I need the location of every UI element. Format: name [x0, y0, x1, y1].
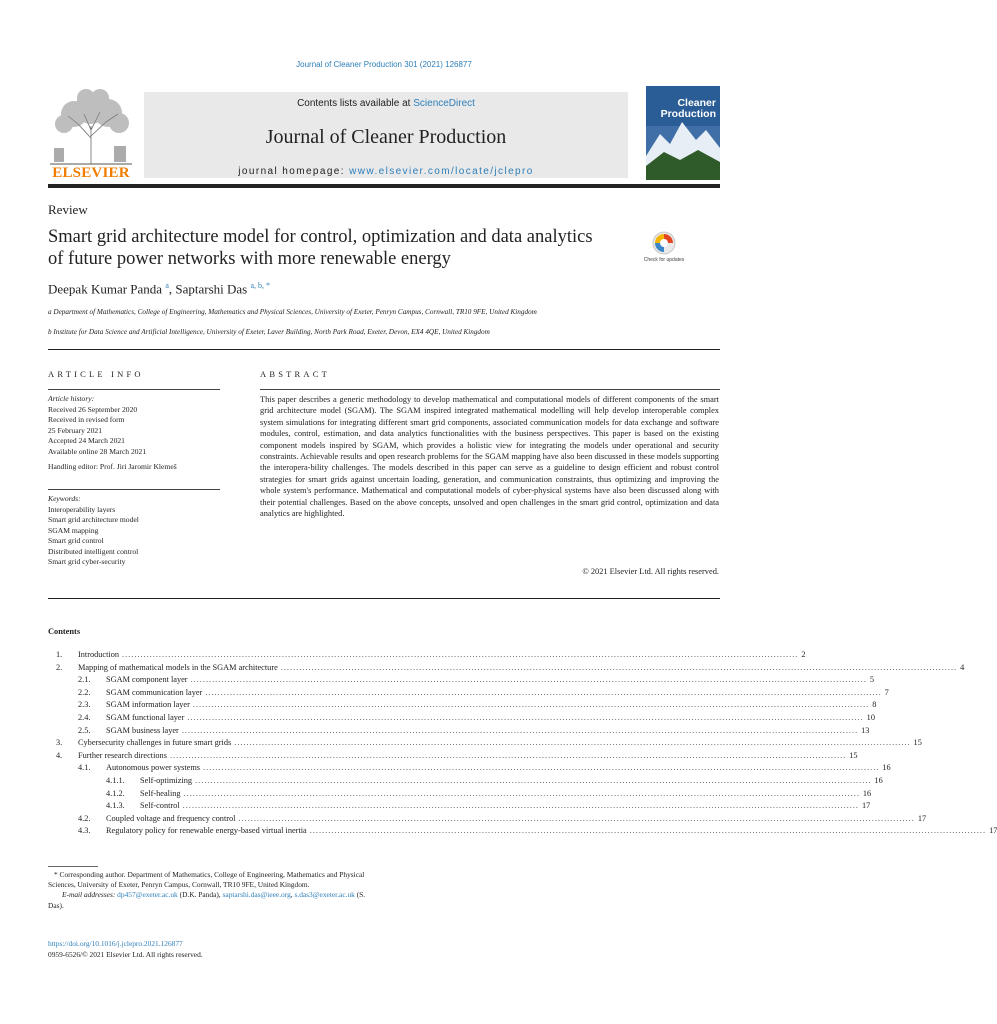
toc-entry-number: 1.	[56, 650, 63, 659]
toc-entry-title[interactable]: Autonomous power systems	[106, 763, 201, 773]
journal-homepage-line	[144, 166, 628, 177]
toc-entry-page[interactable]: 13	[861, 725, 870, 735]
toc-entry-title[interactable]: Further research directions	[78, 750, 167, 760]
contents-heading: Contents	[48, 627, 81, 636]
toc-entry-number: 4.2.	[78, 813, 91, 823]
author-list: Deepak Kumar Panda $^a$, Saptarshi Das $^{a, b, *}$	[48, 281, 271, 297]
doi-link[interactable]: https://doi.org/10.1016/j.jclepro.2021.126877	[48, 939, 183, 948]
toc-leader-dots: ............................................................................................................................................................................................................................	[169, 750, 847, 760]
cover-image	[646, 86, 720, 180]
toc-entry-title[interactable]: Self-control	[140, 801, 180, 811]
toc-leader-dots: ............................................................................................................................................................................................................................	[122, 650, 799, 659]
cover-title-line2: Production	[660, 108, 716, 120]
sciencedirect-link[interactable]: ScienceDirect	[413, 98, 475, 109]
email-label: E-mail addresses:	[62, 890, 116, 900]
tree-icon	[48, 86, 134, 166]
toc-entry-number: 4.	[56, 750, 63, 760]
corresponding-author-footnote	[48, 870, 378, 911]
keyword: Interoperability layers	[48, 504, 116, 514]
toc-entry-title[interactable]: SGAM business layer	[106, 725, 179, 735]
journal-cover-thumbnail[interactable]	[646, 86, 720, 180]
affiliation-a: a Department of Mathematics, College of Engineering, Mathematics and Physical Sciences, University of Exeter, Penryn Campus, Cornwall, TR10 9FE, United Kingdom	[48, 308, 537, 316]
email-owner: (D.K. Panda),	[179, 890, 221, 900]
toc-entry[interactable]	[48, 650, 806, 663]
check-updates-icon	[643, 230, 685, 270]
table-of-contents	[48, 650, 997, 839]
toc-entry[interactable]	[48, 712, 875, 726]
affiliation-marker[interactable]: a, b, *	[250, 281, 271, 290]
elsevier-wordmark: ELSEVIER	[52, 165, 130, 181]
affiliation-divider	[48, 349, 720, 350]
email-owner: (S. Das).	[48, 890, 366, 910]
toc-entry-title[interactable]: Cybersecurity challenges in future smart grids	[78, 738, 232, 748]
toc-entry-title[interactable]: Self-optimizing	[140, 775, 193, 785]
email-addresses: E-mail addresses: dp457@exeter.ac.uk (D.K. Panda), saptarshi.das@ieee.org, s.das3@exeter.ac.uk (S. Das).	[48, 890, 366, 910]
toc-entry-number: 2.3.	[78, 700, 91, 710]
toc-entry-number: 4.1.1.	[106, 775, 125, 785]
history-line: Received 26 September 2020	[48, 404, 138, 414]
toc-entry-page[interactable]: 10	[866, 712, 875, 722]
abstract-heading: ABSTRACT	[260, 369, 330, 379]
affiliation-b: b Institute for Data Science and Artificial Intelligence, University of Exeter, Laver Building, North Park Road, Exeter, Devon, EX4 4QE, United Kingdom	[48, 328, 490, 336]
keywords-list	[48, 494, 228, 568]
author-name[interactable]: Deepak Kumar Panda	[48, 281, 163, 297]
toc-entry-page[interactable]: 5	[869, 675, 875, 685]
email-link[interactable]: dp457@exeter.ac.uk	[117, 890, 178, 900]
toc-entry-number: 4.1.2.	[106, 788, 125, 798]
toc-leader-dots: ............................................................................................................................................................................................................................	[203, 763, 880, 773]
keyword: SGAM mapping	[48, 525, 99, 535]
toc-entry-number: 3.	[56, 738, 63, 748]
toc-entry-title[interactable]: SGAM communication layer	[106, 687, 203, 697]
toc-leader-dots: ............................................................................................................................................................................................................................	[195, 775, 872, 785]
toc-leader-dots: ............................................................................................................................................................................................................................	[192, 700, 870, 710]
keyword: Smart grid architecture model	[48, 515, 139, 524]
corresponding-author-note: * Corresponding author. Department of Mathematics, College of Engineering, Mathematics and Physical Sciences, University of Exeter, Penryn Campus, Cornwall, TR10 9FE, United Kingdom.	[48, 870, 365, 890]
cover-title-line1: Cleaner	[677, 97, 716, 109]
toc-leader-dots: ............................................................................................................................................................................................................................	[205, 687, 882, 697]
keyword: Smart grid control	[48, 536, 104, 545]
toc-entry[interactable]	[48, 763, 891, 776]
toc-leader-dots: ............................................................................................................................................................................................................................	[190, 675, 867, 685]
keyword: Distributed intelligent control	[48, 546, 139, 556]
check-for-updates-badge[interactable]	[643, 230, 685, 270]
toc-entry-number: 4.3.	[78, 826, 91, 836]
author-name[interactable]: Saptarshi Das	[175, 281, 248, 297]
journal-citation-link[interactable]: Journal of Cleaner Production 301 (2021) 126877	[296, 60, 472, 69]
toc-entry-title[interactable]: SGAM information layer	[106, 700, 190, 710]
toc-entry[interactable]	[48, 738, 922, 751]
toc-leader-dots: ............................................................................................................................................................................................................................	[280, 662, 958, 672]
toc-entry-title[interactable]: SGAM component layer	[106, 675, 188, 685]
toc-entry-title[interactable]: Self-healing	[140, 788, 181, 798]
toc-entry-title[interactable]: SGAM functional layer	[106, 712, 185, 722]
contents-available-line	[144, 98, 628, 109]
article-title: Smart grid architecture model for control, optimization and data analytics of future power networks with more renewable energy	[48, 227, 593, 269]
toc-entry[interactable]	[48, 662, 965, 676]
toc-entry-number: 4.1.	[78, 763, 91, 773]
toc-leader-dots: ............................................................................................................................................................................................................................	[183, 788, 860, 798]
toc-leader-dots: ............................................................................................................................................................................................................................	[187, 712, 864, 722]
toc-entry[interactable]	[48, 826, 997, 839]
toc-entry-page[interactable]: 16	[874, 775, 883, 785]
history-line: Received in revised form	[48, 415, 125, 424]
toc-leader-dots: ............................................................................................................................................................................................................................	[234, 738, 911, 748]
journal-masthead	[144, 92, 628, 178]
toc-entry-page[interactable]: 7	[884, 687, 889, 697]
footnote-divider	[48, 866, 98, 867]
toc-entry-number: 4.1.3.	[106, 801, 125, 811]
toc-entry-page[interactable]: 17	[861, 801, 871, 811]
article-info-heading: ARTICLE INFO	[48, 369, 144, 379]
abstract-divider	[260, 389, 720, 390]
history-line: Available online 28 March 2021	[48, 446, 147, 456]
toc-entry-page[interactable]: 16	[862, 788, 872, 798]
handling-editor: Handling editor: Prof. Jiri Jaromir Klemeš	[48, 462, 177, 471]
keywords-label: Keywords:	[48, 494, 81, 503]
toc-entry-number: 2.1.	[78, 675, 91, 685]
issn-copyright: 0959-6526/© 2021 Elsevier Ltd. All rights reserved.	[48, 950, 203, 959]
toc-entry-title[interactable]: Mapping of mathematical models in the SGAM architecture	[78, 662, 278, 672]
toc-entry-number: 2.	[56, 662, 63, 672]
toc-entry-page[interactable]: 8	[872, 700, 877, 710]
toc-entry-number: 2.2.	[78, 687, 91, 697]
toc-entry-page[interactable]: 2	[801, 650, 806, 659]
check-updates-label: Check for updates	[643, 257, 685, 263]
toc-entry[interactable]	[48, 750, 858, 764]
abstract-text: This paper describes a generic methodology to develop mathematical and computational models of different components of the smart grid architecture model (SGAM). The SGAM inspired integrated mathematical modelling will help develop interoperable complex system simulations for integrating different smart grid components, associated communication models for data exchange and software modules, control, estimation, and data analytics functionalities with the business perspectives. This paper is based on the existing component models inspired by SGAM, which provides a holistic view for integrating the models under operational and security constraints. Achievable results and open research problems for the SGAM mapping have also been discussed in these models supporting the interopera-bility challenges. The models described in this paper can serve as a guideline to design efficient and robust control strategies for smart grids against uncertain loading, generation, and communication constraints, thus optimizing and improving the whole system's performance. Mathematical and computational models of cyber-physical systems have also been discussed along with their potential challenges. Based on the above concepts, unsolved and open challenges in the smart grid control, optimization and data analytics are highlighted.	[260, 395, 719, 519]
toc-entry[interactable]	[48, 675, 875, 688]
toc-entry[interactable]	[48, 801, 871, 814]
header-divider	[48, 184, 720, 188]
affiliation-marker[interactable]: a	[165, 281, 169, 290]
toc-entry[interactable]	[48, 775, 883, 789]
article-info-divider	[48, 389, 220, 390]
toc-entry-number: 2.4.	[78, 712, 91, 722]
article-history	[48, 394, 228, 473]
journal-title: Journal of Cleaner Production	[265, 126, 507, 148]
toc-entry-page[interactable]: 17	[917, 813, 927, 823]
contents-available-text: Contents lists available at	[297, 98, 414, 109]
keyword: Smart grid cyber-security	[48, 557, 126, 566]
toc-entry[interactable]	[48, 725, 870, 739]
article-history-label: Article history:	[48, 394, 95, 403]
toc-entry-title[interactable]: Introduction	[78, 650, 120, 659]
toc-entry-page[interactable]: 15	[913, 738, 922, 748]
toc-entry-number: 2.5.	[78, 725, 91, 735]
homepage-link[interactable]: www.elsevier.com/locate/jclepro	[349, 166, 534, 177]
email-link[interactable]: saptarshi.das@ieee.org	[222, 890, 291, 900]
toc-entry[interactable]	[48, 813, 927, 827]
toc-leader-dots: ............................................................................................................................................................................................................................	[182, 801, 859, 811]
history-line: 25 February 2021	[48, 425, 102, 435]
toc-entry-page[interactable]: 16	[882, 763, 891, 773]
toc-leader-dots: ............................................................................................................................................................................................................................	[238, 813, 915, 823]
article-type: Review	[48, 202, 88, 217]
homepage-label: journal homepage:	[238, 166, 350, 177]
abstract-copyright: © 2021 Elsevier Ltd. All rights reserved.	[582, 567, 719, 576]
abstract-bottom-divider	[48, 598, 720, 599]
toc-entry[interactable]	[48, 700, 877, 713]
toc-entry-page[interactable]: 15	[849, 750, 858, 760]
toc-entry[interactable]	[48, 788, 872, 802]
toc-leader-dots: ............................................................................................................................................................................................................................	[309, 826, 987, 836]
email-link[interactable]: s.das3@exeter.ac.uk	[294, 890, 355, 900]
toc-entry-title[interactable]: Coupled voltage and frequency control	[106, 813, 236, 823]
journal-header	[48, 86, 720, 182]
toc-entry-page[interactable]: 17	[989, 826, 997, 836]
history-line: Accepted 24 March 2021	[48, 436, 125, 445]
toc-entry-page[interactable]: 4	[960, 662, 965, 672]
toc-entry-title[interactable]: Regulatory policy for renewable energy-based virtual inertia	[106, 826, 307, 836]
toc-leader-dots: ............................................................................................................................................................................................................................	[181, 725, 859, 735]
elsevier-tree-logo[interactable]	[48, 86, 134, 182]
keywords-divider	[48, 489, 220, 490]
toc-entry[interactable]	[48, 687, 889, 701]
